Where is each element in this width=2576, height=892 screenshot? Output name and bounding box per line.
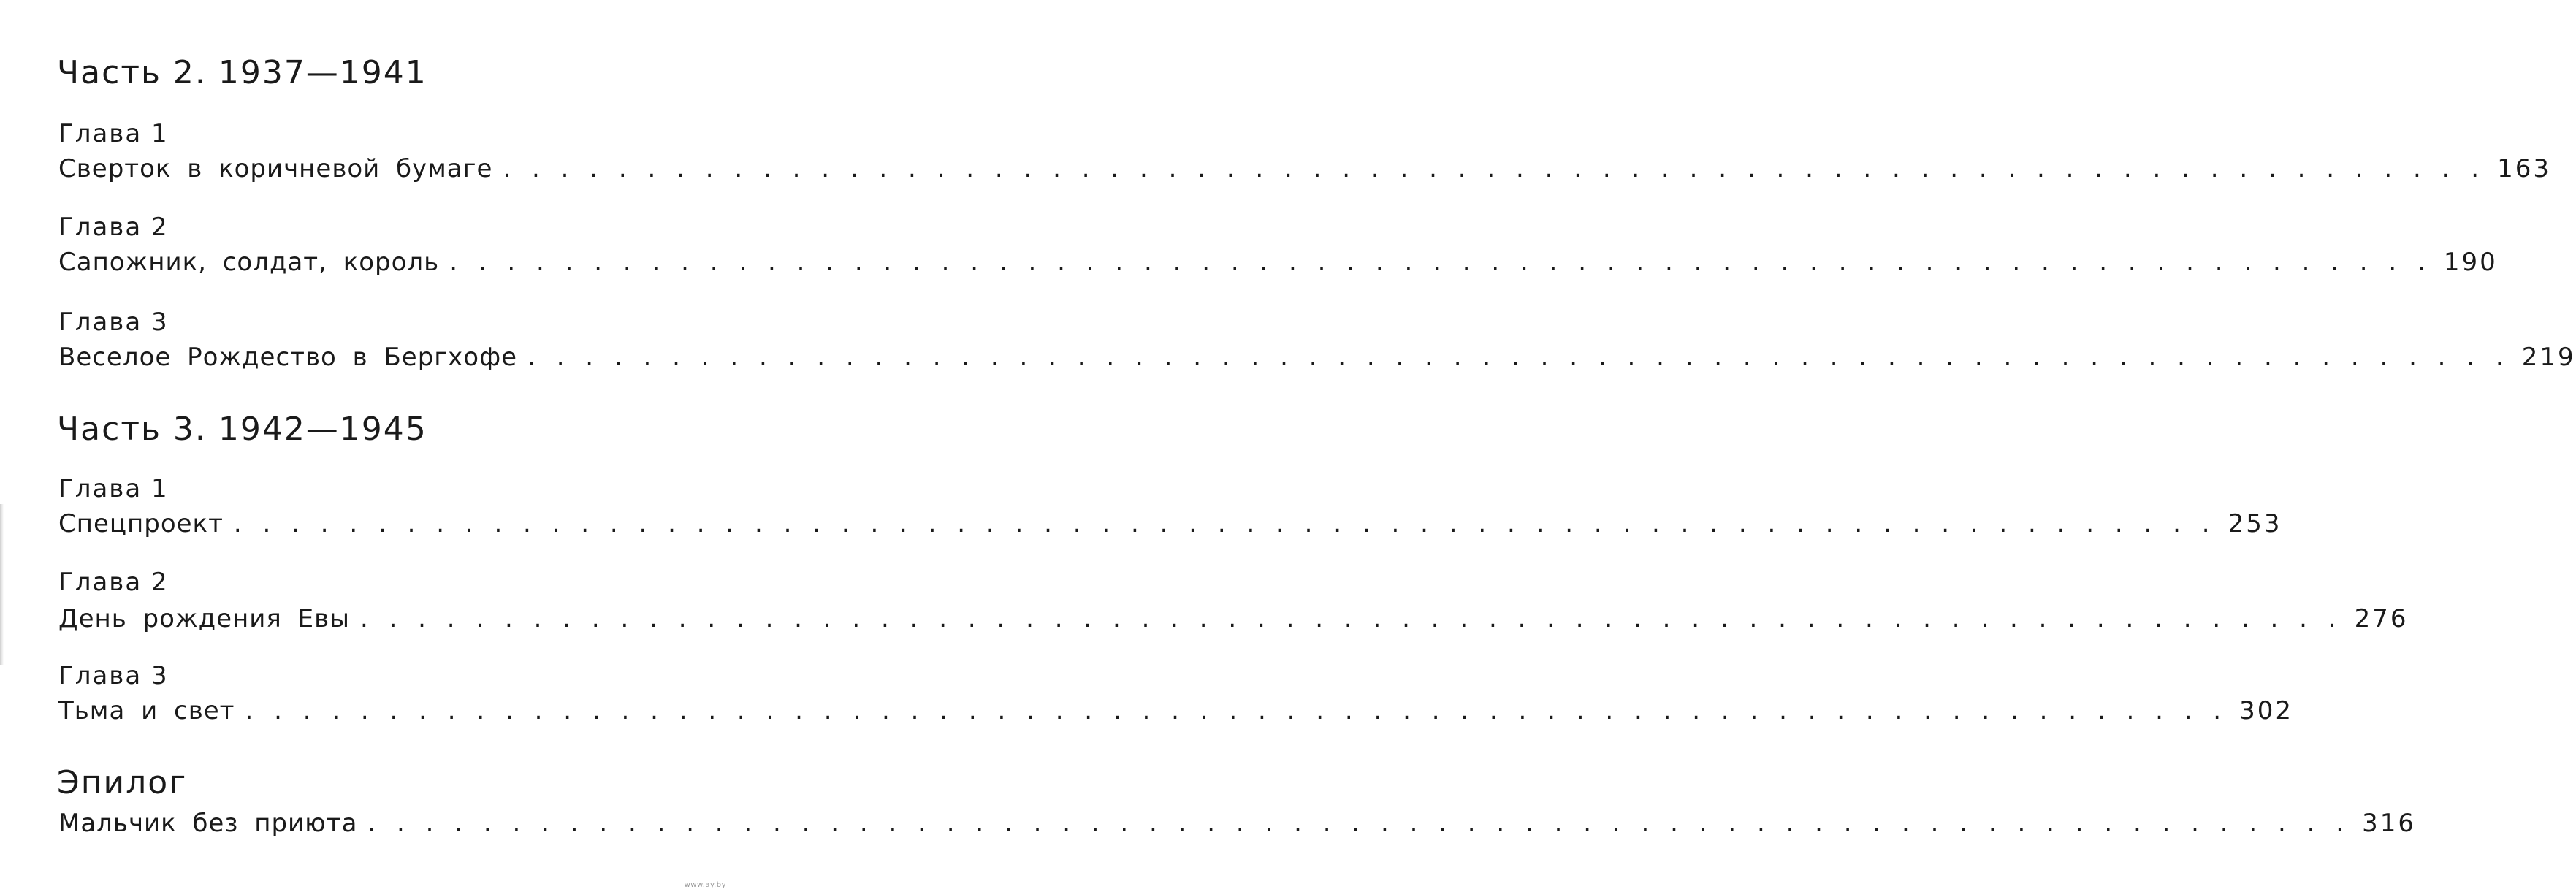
part-2-chapter-3-label: Глава 3: [58, 308, 169, 337]
toc-entry-title: Тьма и свет: [58, 696, 235, 725]
part-2-title: Часть 2. 1937—1941: [57, 54, 427, 91]
toc-entry-page-number: 316: [2362, 809, 2416, 838]
part-3-title: Часть 3. 1942—1945: [57, 411, 427, 448]
toc-entry-title: Мальчик без приюта: [58, 809, 358, 838]
page-edge-shadow: [0, 504, 4, 665]
part-2-chapter-2-label: Глава 2: [58, 213, 169, 242]
toc-entry-page-number: 276: [2354, 604, 2409, 633]
toc-entry-page-number: 219: [2521, 343, 2576, 372]
dot-leader: . . . . . . . . . . . . . . . . . . . . . . . . . . . . . . . . . . . . . . . . . . . . . . . . . . . . . . . . . . . . . . . . . . . . .: [527, 343, 2510, 372]
toc-entry[interactable]: [58, 809, 2416, 838]
dot-leader: . . . . . . . . . . . . . . . . . . . . . . . . . . . . . . . . . . . . . . . . . . . . . . . . . . . . . . . . . . . . . . . . . . . . .: [367, 809, 2351, 838]
dot-leader: . . . . . . . . . . . . . . . . . . . . . . . . . . . . . . . . . . . . . . . . . . . . . . . . . . . . . . . . . . . . . . . . . . . . .: [503, 154, 2486, 183]
toc-entry-page-number: 190: [2443, 248, 2498, 277]
watermark: www.ay.by: [684, 881, 726, 889]
dot-leader: . . . . . . . . . . . . . . . . . . . . . . . . . . . . . . . . . . . . . . . . . . . . . . . . . . . . . . . . . . . . . . . . . . . . .: [359, 604, 2343, 633]
part-3-chapter-3-label: Глава 3: [58, 661, 169, 690]
toc-entry-title: Сапожник, солдат, король: [58, 248, 440, 277]
toc-entry[interactable]: [58, 696, 2294, 725]
toc-entry[interactable]: [58, 248, 2498, 277]
toc-entry-page-number: 302: [2239, 696, 2294, 725]
toc-entry[interactable]: [58, 509, 2282, 538]
part-2-chapter-1-label: Глава 1: [58, 119, 169, 148]
part-3-chapter-1-label: Глава 1: [58, 474, 169, 503]
dot-leader: . . . . . . . . . . . . . . . . . . . . . . . . . . . . . . . . . . . . . . . . . . . . . . . . . . . . . . . . . . . . . . . . . . . . .: [449, 248, 2432, 277]
toc-entry[interactable]: [58, 154, 2551, 183]
toc-entry-title: Веселое Рождество в Бергхофе: [58, 343, 518, 372]
toc-entry[interactable]: [58, 343, 2576, 372]
part-3-chapter-2-label: Глава 2: [58, 568, 169, 597]
toc-entry-title: Спецпроект: [58, 509, 224, 538]
toc-entry-page-number: 163: [2497, 154, 2551, 183]
epilogue-title: Эпилог: [57, 764, 188, 801]
toc-entry[interactable]: [58, 604, 2409, 633]
dot-leader: . . . . . . . . . . . . . . . . . . . . . . . . . . . . . . . . . . . . . . . . . . . . . . . . . . . . . . . . . . . . . . . . . . . . .: [245, 696, 2228, 725]
toc-entry-title: День рождения Евы: [58, 604, 350, 633]
toc-entry-title: Сверток в коричневой бумаге: [58, 154, 493, 183]
dot-leader: . . . . . . . . . . . . . . . . . . . . . . . . . . . . . . . . . . . . . . . . . . . . . . . . . . . . . . . . . . . . . . . . . . . . .: [233, 509, 2217, 538]
toc-entry-page-number: 253: [2228, 509, 2282, 538]
